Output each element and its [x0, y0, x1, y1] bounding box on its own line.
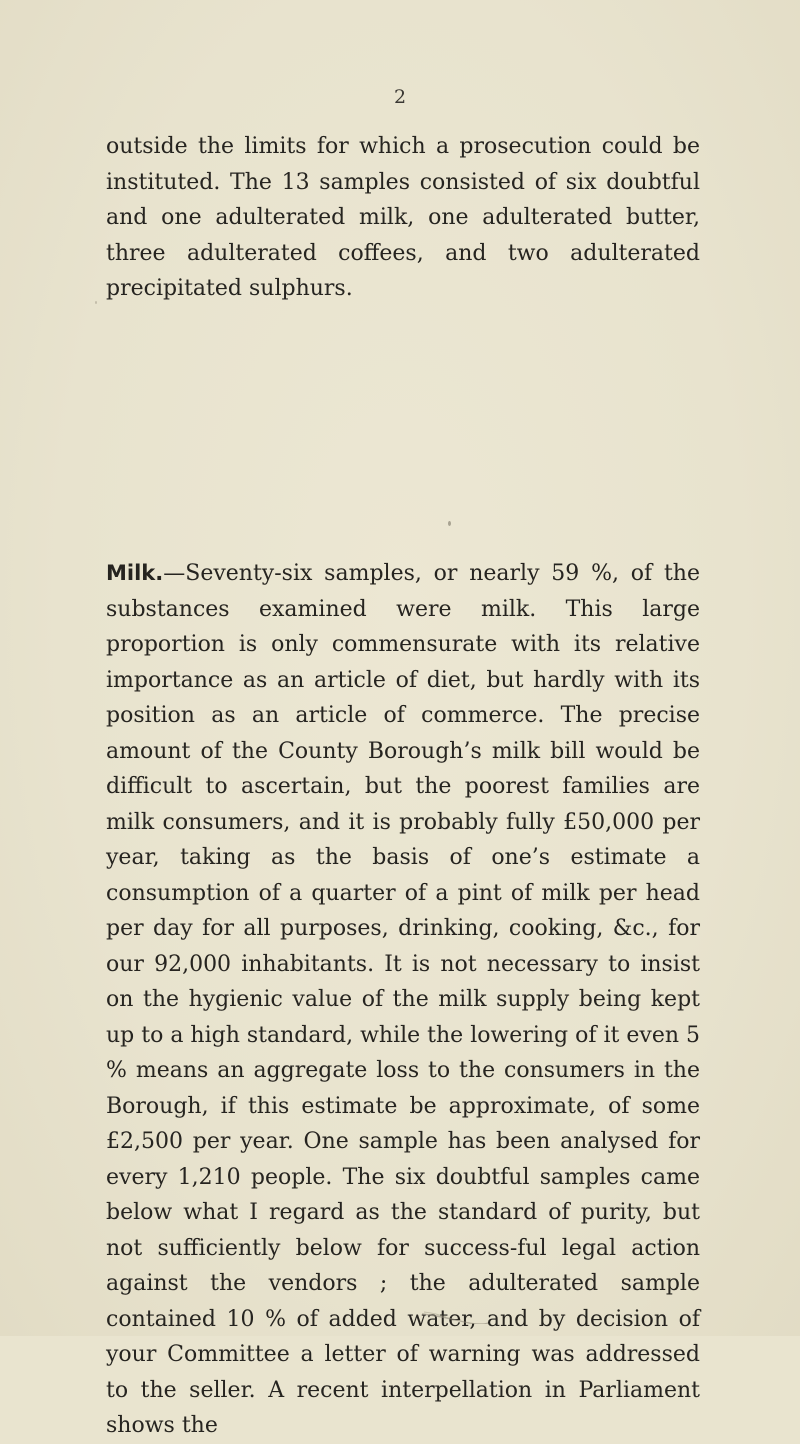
paragraph-milk	[106, 556, 700, 1444]
paper-speck	[448, 521, 451, 526]
page-number: 2	[393, 86, 407, 108]
section-heading-milk: Milk.	[106, 561, 164, 585]
paragraph-milk-body: —Seventy-six samples, or nearly 59 %, of the substances examined were milk. This large proportion is only commensurate with its relative importance as an article of diet, but hardly with its position as an article of commerce. The precise amount of the County Borough’s milk bill would be difficult to ascertain, but the poorest families are milk consumers, and it is probably fully £50,000 per year, taking as the basis of one’s estimate a consumption of a quarter of a pint of milk per head per day for all purposes, drinking, cooking, &c., for our 92,000 inhabitants. It is not necessary to insist on the hygienic value of the milk supply being kept up to a high standard, while the lowering of it even 5 % means an aggregate loss to the consumers in the Borough, if this estimate be approximate, of some £2,500 per year. One sample has been analysed for every 1,210 people. The six doubtful samples came below what I regard as the standard of purity, but not sufficiently below for success-ful legal action against the vendors ; the adulterated sample contained 10 % of added water, and by decision of your Committee a letter of warning was addressed to the seller. A recent interpellation in Parliament shows the	[106, 561, 700, 1438]
paper-smudge	[420, 1310, 490, 1324]
paragraph-intro: outside the limits for which a prosecution could be instituted. The 13 samples consisted of six doubtful and one adulterated milk, one adulterated butter, three adulterated coffees, and two adulterated precipitated sulphurs.	[106, 134, 700, 301]
paper-speck	[95, 301, 97, 304]
